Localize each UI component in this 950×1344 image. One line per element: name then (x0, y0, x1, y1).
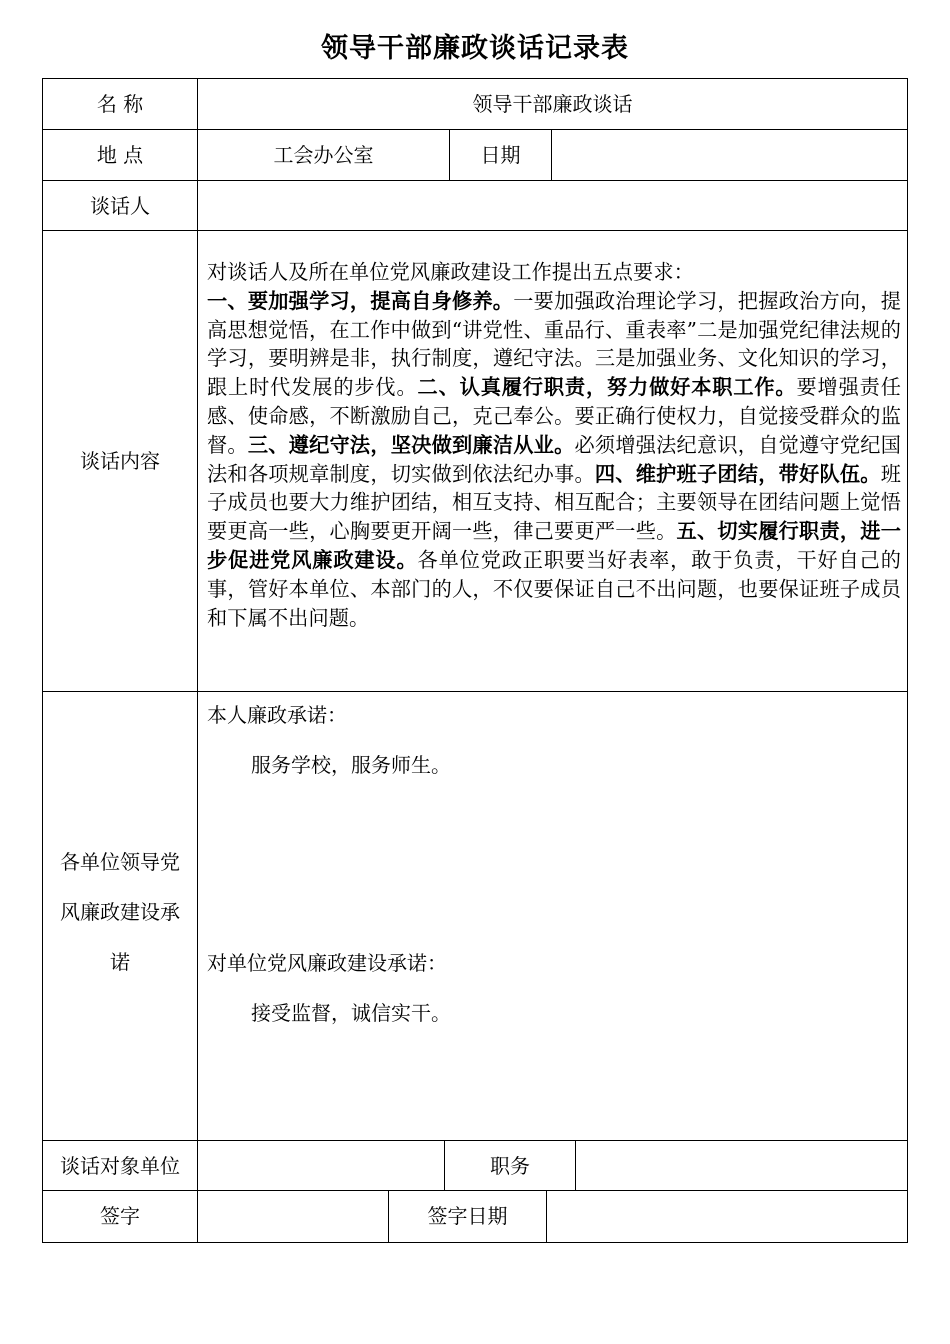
speaker-value[interactable] (198, 181, 907, 230)
location-value[interactable]: 工会办公室 (273, 143, 374, 167)
name-label: 名 称 (96, 92, 144, 116)
content-label: 谈话内容 (80, 449, 160, 473)
commitment-label-line: 各单位领导党 (60, 850, 180, 874)
date-value[interactable] (552, 130, 907, 180)
talk-content (207, 258, 901, 632)
requirement-3-text: 必须增强法纪意识，自觉遵守党纪国法和各项规章制度，切实做到依法纪办事。 (207, 432, 901, 486)
page-title: 领导干部廉政谈话记录表 (321, 33, 629, 64)
content-body (207, 287, 901, 633)
requirement-3-heading: 三、遵纪守法，坚决做到廉洁从业。 (247, 432, 575, 457)
requirement-2-heading: 二、认真履行职责，努力做好本职工作。 (417, 375, 797, 400)
requirement-1-heading: 一、要加强学习，提高自身修养。 (207, 288, 514, 313)
signature-date-value[interactable] (547, 1191, 907, 1241)
signature-label: 签字 (100, 1204, 140, 1228)
requirement-5-text: 各单位党政正职要当好表率，敢于负责，干好自己的事，管好本单位、本部门的人，不仅要保证自己不出问题，也要保证班子成员和下属不出问题。 (207, 547, 901, 630)
position-label: 职务 (490, 1153, 530, 1178)
unit-commitment-label: 对单位党风廉政建设承诺： (207, 951, 447, 975)
requirement-4-text: 班子成员也要大力维护团结，相互支持、相互配合；主要领导在团结问题上觉悟要更高一些，心胸要更开阔一些，律己要更严一些。 (207, 461, 901, 544)
name-value[interactable]: 领导干部廉政谈话 (472, 92, 633, 116)
personal-commitment-label: 本人廉政承诺： (207, 703, 347, 727)
commitment-label-line: 诺 (110, 950, 130, 974)
requirement-5-heading: 五、切实履行职责，进一步促进党风廉政建设。 (207, 519, 901, 572)
content-intro: 对谈话人及所在单位党风廉政建设工作提出五点要求： (207, 260, 694, 284)
commitment-label-line: 风廉政建设承 (60, 900, 180, 924)
location-label: 地 点 (96, 143, 144, 167)
requirement-4-heading: 四、维护班子团结，带好队伍。 (594, 461, 881, 486)
row-divider (42, 691, 908, 692)
col-divider (197, 78, 198, 1243)
position-value[interactable] (576, 1141, 907, 1190)
requirement-1-text: 一要加强政治理论学习，把握政治方向，提高思想觉悟，在工作中做到“讲党性、重品行、重表率”二是加强党纪律法规的学习，要明辨是非，执行制度，遵纪守法。三是加强业务、文化知识的学习，跟上时代发展的步伐。 (207, 288, 901, 400)
signature-date-label: 签字日期 (427, 1204, 508, 1228)
commitment-label (43, 837, 197, 987)
speaker-label: 谈话人 (90, 193, 150, 218)
personal-commitment-text[interactable]: 服务学校，服务师生。 (251, 753, 451, 777)
unit-commitment-text[interactable]: 接受监督，诚信实干。 (251, 1001, 451, 1025)
date-label: 日期 (480, 143, 521, 167)
target-unit-value[interactable] (198, 1141, 444, 1190)
target-unit-label: 谈话对象单位 (60, 1153, 180, 1178)
requirement-2-text: 要增强责任感、使命感，不断激励自己，克己奉公。要正确行使权力，自觉接受群众的监督。 (207, 375, 901, 457)
signature-value[interactable] (198, 1191, 388, 1241)
